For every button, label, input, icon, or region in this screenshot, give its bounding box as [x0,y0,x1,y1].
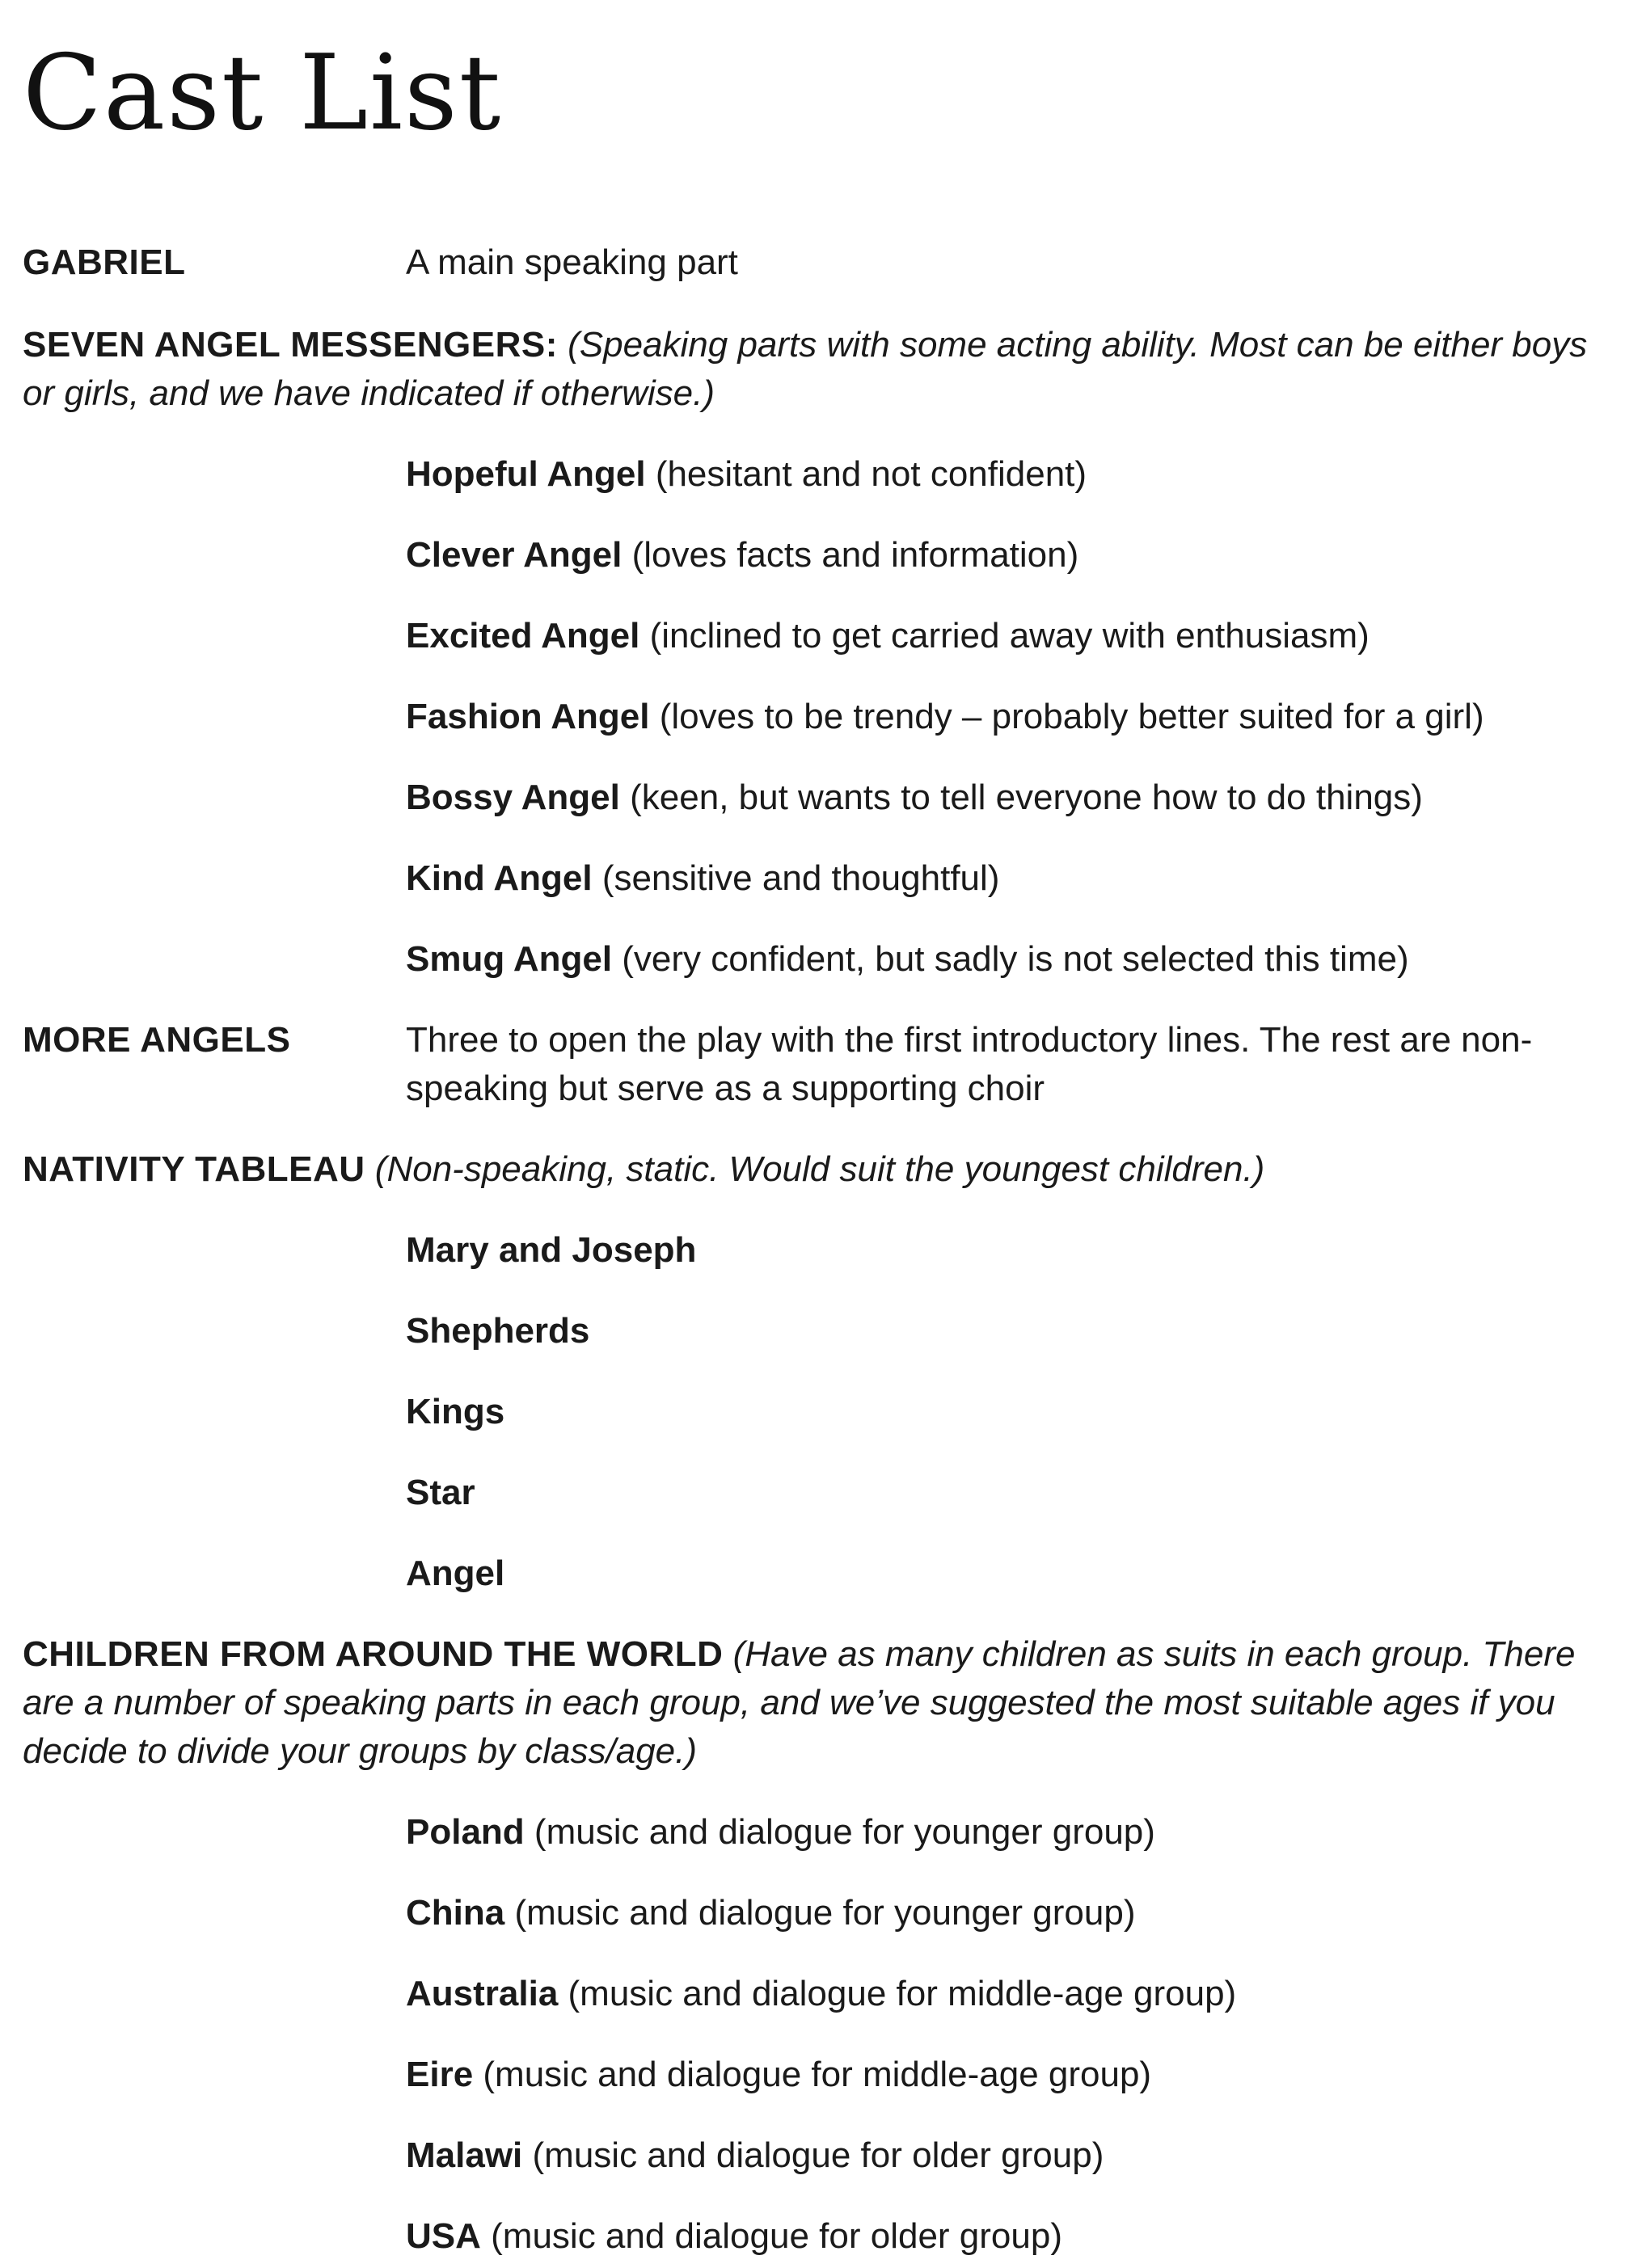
messenger-item [406,693,1484,741]
tableau-item: Shepherds [406,1311,590,1351]
country-name: Australia [406,1974,559,2013]
country-desc: (music and dialogue for younger group) [534,1812,1155,1852]
more-angels-description: Three to open the play with the first introductory lines. The rest are non-speaking but serve as a supporting choir [406,1020,1533,1108]
messenger-desc: (very confident, but sadly is not selected this time) [622,939,1409,979]
tableau-item: Star [406,1473,475,1512]
messenger-item [406,935,1409,984]
country-name: China [406,1893,505,1933]
messenger-name: Excited Angel [406,616,640,656]
country-desc: (music and dialogue for older group) [491,2216,1062,2256]
country-name: USA [406,2216,481,2256]
tableau-heading [23,1145,1607,1194]
messenger-desc: (sensitive and thoughtful) [601,858,1000,898]
messenger-desc: (inclined to get carried away with enthusiasm) [649,616,1370,656]
world-item [406,1889,1135,1937]
country-desc: (music and dialogue for older group) [532,2135,1104,2175]
world-item [406,2212,1062,2261]
country-desc: (music and dialogue for middle-age group) [483,2055,1152,2094]
country-desc: (music and dialogue for middle-age group) [568,1974,1237,2013]
messenger-name: Hopeful Angel [406,454,646,494]
messenger-name: Fashion Angel [406,697,650,736]
tableau-label: NATIVITY TABLEAU [23,1149,365,1189]
page-title: Cast List [23,33,503,154]
messenger-desc: (loves to be trendy – probably better suited for a girl) [659,697,1484,736]
country-name: Eire [406,2055,474,2094]
messengers-note: (Speaking parts with some acting ability. Most can be either boys or girls, and we have indicated if otherwise.) [23,325,1588,413]
world-item [406,1970,1236,2018]
messenger-desc: (keen, but wants to tell everyone how to do things) [630,778,1423,817]
world-heading [23,1630,1607,1776]
tableau-item: Angel [406,1553,505,1593]
messenger-desc: (loves facts and information) [631,535,1079,575]
messenger-item [406,531,1078,580]
more-angels-label: MORE ANGELS [23,1020,291,1060]
tableau-item: Mary and Joseph [406,1230,697,1270]
tableau-note: (Non-speaking, static. Would suit the youngest children.) [374,1149,1265,1189]
messenger-item [406,854,999,903]
gabriel-label: GABRIEL [23,242,186,282]
messenger-item [406,612,1370,660]
world-item [406,2051,1151,2099]
country-name: Poland [406,1812,525,1852]
world-item [406,2131,1104,2180]
messenger-item [406,774,1423,822]
messenger-item [406,450,1087,499]
world-item [406,1808,1155,1857]
messenger-name: Bossy Angel [406,778,620,817]
world-note: (Have as many children as suits in each group. There are a number of speaking parts in each group, and we’ve suggested the most suitable ages if you decide to divide your groups by class/age.) [23,1634,1576,1771]
messenger-desc: (hesitant and not confident) [655,454,1087,494]
messenger-name: Smug Angel [406,939,613,979]
gabriel-description: A main speaking part [406,242,738,282]
country-desc: (music and dialogue for younger group) [514,1893,1136,1933]
tableau-item: Kings [406,1392,505,1431]
messengers-heading [23,321,1607,418]
world-label: CHILDREN FROM AROUND THE WORLD [23,1634,724,1674]
messengers-label: SEVEN ANGEL MESSENGERS: [23,325,558,365]
messenger-name: Clever Angel [406,535,623,575]
messenger-name: Kind Angel [406,858,593,898]
country-name: Malawi [406,2135,523,2175]
